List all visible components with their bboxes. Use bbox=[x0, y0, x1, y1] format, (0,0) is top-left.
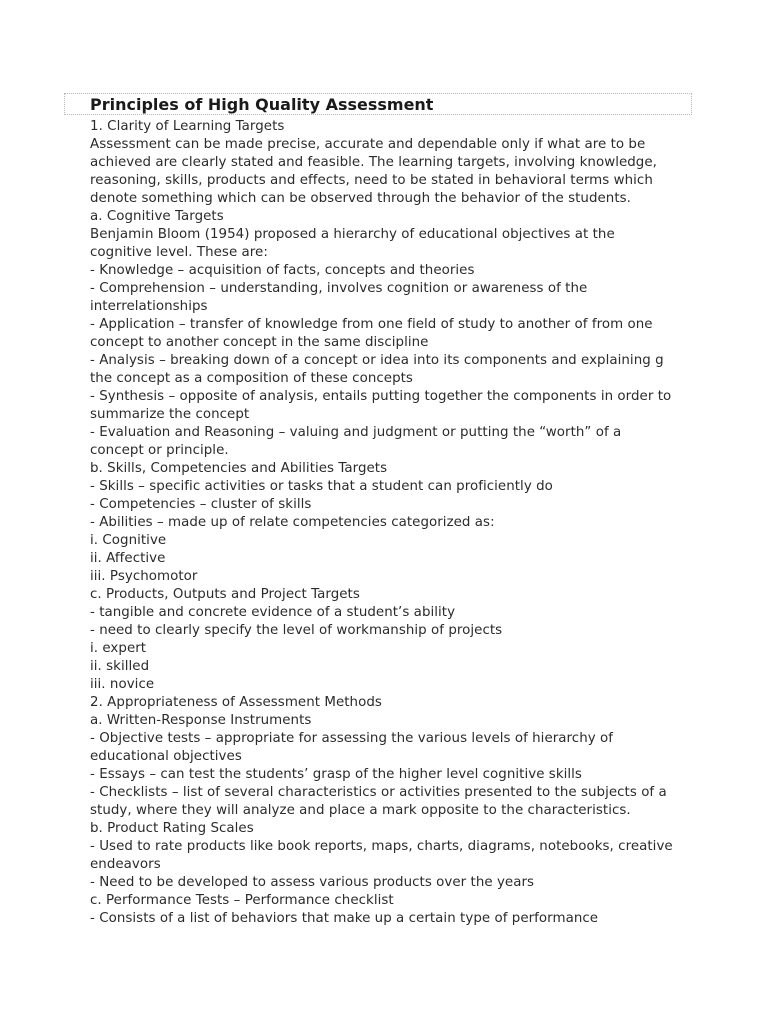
text-line: concept to another concept in the same discipline bbox=[90, 335, 429, 350]
text-line: - Need to be developed to assess various products over the years bbox=[90, 875, 535, 890]
text-line: i. Cognitive bbox=[90, 533, 167, 548]
text-line: iii. Psychomotor bbox=[90, 569, 198, 584]
text-line: - Application – transfer of knowledge from one field of study to another of from one bbox=[90, 317, 653, 332]
text-line: - Analysis – breaking down of a concept or idea into its components and explaining g bbox=[90, 353, 664, 368]
text-line: the concept as a composition of these concepts bbox=[90, 371, 413, 386]
text-line: iii. novice bbox=[90, 677, 155, 692]
text-line: denote something which can be observed through the behavior of the students. bbox=[90, 191, 631, 206]
text-line: - Objective tests – appropriate for assessing the various levels of hierarchy of bbox=[90, 731, 614, 746]
text-line: c. Products, Outputs and Project Targets bbox=[90, 587, 360, 602]
text-line: - need to clearly specify the level of workmanship of projects bbox=[90, 623, 503, 638]
text-line: ii. skilled bbox=[90, 659, 150, 674]
text-line: ii. Affective bbox=[90, 551, 166, 566]
text-line: i. expert bbox=[90, 641, 147, 656]
text-line: - Competencies – cluster of skills bbox=[90, 497, 312, 512]
text-line: - Abilities – made up of relate competencies categorized as: bbox=[90, 515, 495, 530]
text-line: - Evaluation and Reasoning – valuing and judgment or putting the “worth” of a bbox=[90, 425, 622, 440]
text-line: achieved are clearly stated and feasible. The learning targets, involving knowledge, bbox=[90, 155, 657, 170]
text-line: a. Cognitive Targets bbox=[90, 209, 224, 224]
text-line: - Synthesis – opposite of analysis, entails putting together the components in order to bbox=[90, 389, 672, 404]
text-line: b. Product Rating Scales bbox=[90, 821, 254, 836]
text-line: Benjamin Bloom (1954) proposed a hierarchy of educational objectives at the bbox=[90, 227, 615, 242]
text-line: - Essays – can test the students’ grasp of the higher level cognitive skills bbox=[90, 767, 582, 782]
document-title: Principles of High Quality Assessment bbox=[90, 95, 434, 114]
text-line: interrelationships bbox=[90, 299, 208, 314]
text-line: educational objectives bbox=[90, 749, 242, 764]
text-line: cognitive level. These are: bbox=[90, 245, 268, 260]
text-line: - Knowledge – acquisition of facts, concepts and theories bbox=[90, 263, 475, 278]
text-line: - tangible and concrete evidence of a student’s ability bbox=[90, 605, 456, 620]
text-line: 2. Appropriateness of Assessment Methods bbox=[90, 695, 382, 710]
text-line: - Used to rate products like book reports, maps, charts, diagrams, notebooks, creative bbox=[90, 839, 673, 854]
title-bar bbox=[64, 93, 692, 115]
text-line: reasoning, skills, products and effects, need to be stated in behavioral terms which bbox=[90, 173, 653, 188]
text-line: a. Written-Response Instruments bbox=[90, 713, 312, 728]
text-line: 1. Clarity of Learning Targets bbox=[90, 119, 285, 134]
text-line: - Skills – specific activities or tasks that a student can proficiently do bbox=[90, 479, 553, 494]
text-line: concept or principle. bbox=[90, 443, 229, 458]
text-line: b. Skills, Competencies and Abilities Targets bbox=[90, 461, 388, 476]
text-line: - Comprehension – understanding, involves cognition or awareness of the bbox=[90, 281, 588, 296]
text-line: endeavors bbox=[90, 857, 161, 872]
text-line: Assessment can be made precise, accurate and dependable only if what are to be bbox=[90, 137, 646, 152]
text-line: - Checklists – list of several characteristics or activities presented to the subjects of a bbox=[90, 785, 667, 800]
text-line: study, where they will analyze and place a mark opposite to the characteristics. bbox=[90, 803, 631, 818]
text-line: - Consists of a list of behaviors that make up a certain type of performance bbox=[90, 911, 599, 926]
text-line: c. Performance Tests – Performance checklist bbox=[90, 893, 394, 908]
text-line: summarize the concept bbox=[90, 407, 250, 422]
document-body bbox=[90, 118, 690, 928]
